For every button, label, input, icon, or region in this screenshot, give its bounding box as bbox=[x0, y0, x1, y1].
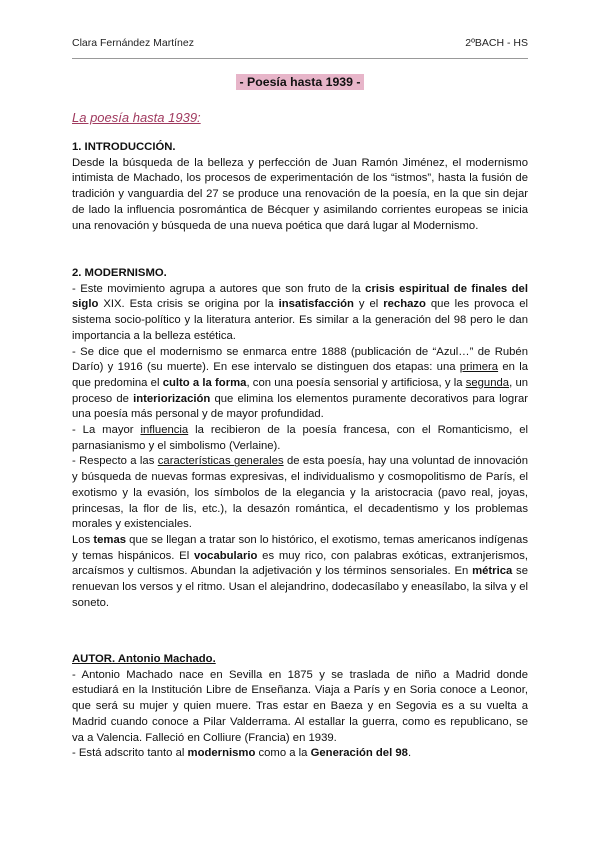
intro-section bbox=[72, 140, 528, 234]
modernismo-paragraph-5: Los temas que se llegan a tratar son lo histórico, el exotismo, temas americanos indígenas y temas hispánicos. El vocabulario es muy rico, con palabras exóticas, extranjerismos, arcaísmos y cultismos. Abundan la adjetivación y los términos sensoriales. En métrica se renuevan los versos y el ritmo. Usan el alejandrino, dodecasílabo y eneasílabo, la silva y el soneto. bbox=[72, 533, 528, 609]
title-wrap bbox=[0, 73, 600, 91]
modernismo-paragraph-3: - La mayor influencia la recibieron de la poesía francesa, con el Romanticismo, el parnasianismo y el simbolismo (Verlaine). bbox=[72, 424, 528, 452]
autor-paragraph-2: - Está adscrito tanto al modernismo como a la Generación del 98. bbox=[72, 747, 412, 760]
section-subtitle: La poesía hasta 1939: bbox=[72, 110, 201, 125]
modernismo-heading: 2. MODERNISMO. bbox=[72, 267, 167, 279]
modernismo-paragraph-4: - Respecto a las características generales de esta poesía, hay una voluntad de innovación y búsqueda de nuevas formas expresivas, el individualismo y cosmopolitismo de París, el exotismo y la evasión, los símbolos de la elegancia y la aristocracia (pavo real, joyas, princesas, la flor de lis, etc.), la desazón romántica, el decadentismo y los problemas morales y existenciales. bbox=[72, 455, 529, 531]
modernismo-section bbox=[72, 266, 528, 611]
modernismo-paragraph-1: - Este movimiento agrupa a autores que son fruto de la crisis espiritual de finales del siglo XIX. Esta crisis se origina por la insatisfacción y el rechazo que les provoca el sistema socio-político y la literatura anterior. Es similar a la generación del 98 pero le dan importancia a la belleza estética. bbox=[72, 282, 528, 342]
header-course: 2ºBACH - HS bbox=[465, 37, 528, 49]
autor-heading: AUTOR. Antonio Machado. bbox=[72, 653, 216, 665]
intro-heading: 1. INTRODUCCIÓN. bbox=[72, 141, 176, 153]
intro-paragraph: Desde la búsqueda de la belleza y perfección de Juan Ramón Jiménez, el modernismo intimista de Machado, los procesos de experimentación de los “istmos”, hasta la fusión de tradición y vanguardia del 27 se produce una renovación de la poesía, en la que sin dejar de lado la influencia posromántica de Bécquer y asimilando corrientes europeas se inicia una renovación y búsqueda de una nueva poética que dará lugar al Modernismo. bbox=[72, 156, 528, 232]
autor-section bbox=[72, 652, 528, 762]
header-rule bbox=[72, 58, 528, 59]
header-author: Clara Fernández Martínez bbox=[72, 37, 194, 49]
autor-paragraph-1: - Antonio Machado nace en Sevilla en 1875 y se traslada de niño a Madrid donde estudiará en la Institución Libre de Enseñanza. Viaja a París y en Soria conoce a Leonor, que será su mujer y quien muere. Tras estar en Baeza y en Segovia es a su vuelta a Madrid cuando conoce a Pilar Valderrama. Al estallar la guerra, como es republicano, se va a Valencia. Falleció en Colliure (Francia) en 1939. bbox=[72, 668, 528, 744]
modernismo-paragraph-2: - Se dice que el modernismo se enmarca entre 1888 (publicación de “Azul…” de Rubén Darío) y 1916 (su muerte). En ese intervalo se distinguen dos etapas: una primera en la que predomina el culto a la forma, con una poesía sensorial y artificiosa, y la segunda, un proceso de interiorización que elimina los elementos puramente decorativos para lograr una poesía más personal y de mayor profundidad. bbox=[72, 345, 529, 421]
document-title: - Poesía hasta 1939 - bbox=[236, 74, 365, 90]
